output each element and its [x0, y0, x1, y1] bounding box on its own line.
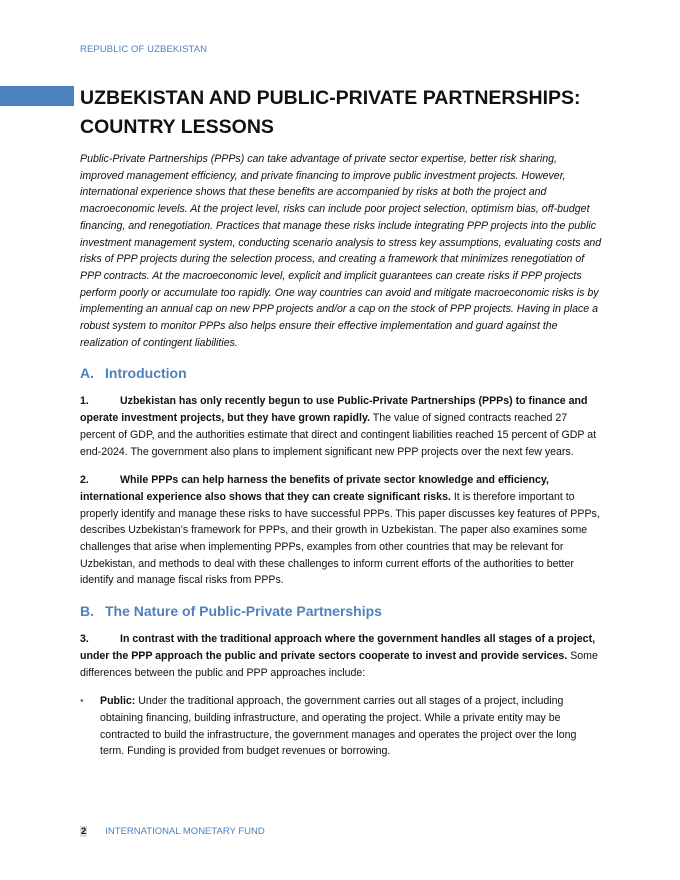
- bullet-lead: Public:: [100, 695, 136, 708]
- paragraph-3: [80, 631, 602, 681]
- bullet-text: Under the traditional approach, the government carries out all stages of a project, including obtaining financing, building infrastructure, and operating the project. While a private entity may be contracted to build the infrastructure, the government manages and operates the project over the long term. Funding is provided from budget revenues or borrowing.: [100, 695, 577, 758]
- section-letter: A.: [80, 365, 94, 382]
- publisher-name: INTERNATIONAL MONETARY FUND: [105, 826, 265, 837]
- running-header: REPUBLIC OF UZBEKISTAN: [80, 44, 208, 55]
- section-title: The Nature of Public-Private Partnerships: [105, 603, 382, 620]
- paragraph-number: 3.: [80, 633, 89, 646]
- section-heading-b: [80, 601, 602, 621]
- paragraph-text: It is therefore important to properly identify and manage these risks to have successful PPPs. This paper discusses key features of PPPs, describes Uzbekistan’s framework for PPPs, and their growth in Uzbekistan. The paper also examines some challenges that arise when implementing PPPs, examples from other countries that may be relevant for Uzbekistan, and methods to deal with these challenges to inform current efforts of the authorities to better identify and manage fiscal risks from PPPs.: [80, 490, 600, 587]
- paragraph-lead: Uzbekistan has only recently begun to use Public-Private Partnerships (PPPs) to finance and operate investment projects, but they have grown rapidly.: [80, 395, 588, 425]
- document-body: [80, 151, 602, 760]
- paragraph-number: 1.: [80, 395, 89, 408]
- section-letter: B.: [80, 603, 94, 620]
- section-title: Introduction: [105, 365, 187, 382]
- paragraph-2: [80, 472, 602, 589]
- page-number: 2: [81, 826, 87, 837]
- bullet-icon: •: [80, 695, 84, 708]
- paragraph-lead: While PPPs can help harness the benefits of private sector knowledge and efficiency, international experience also shows that they can create significant risks.: [80, 474, 549, 503]
- paragraph-text: Some differences between the public and PPP approaches include:: [80, 649, 598, 679]
- bullet-item: [80, 693, 602, 760]
- abstract: Public-Private Partnerships (PPPs) can take advantage of private sector expertise, better risk sharing, improved management efficiency, and private financing to improve public investment projects. However, international experience shows that these benefits are accompanied by risks at both the project and macroeconomic levels. At the project level, risks can include poor project selection, optimism bias, off-budget financing, and renegotiation. Practices that manage these risks include integrating PPP projects into the public investment management system, conducting scenario analysis to stress key assumptions, evaluating costs and risks of PPP projects during the selection process, and creating a framework that minimizes renegotiation of PPP contracts. At the macroeconomic level, explicit and implicit guarantees can create risks if PPP projects perform poorly or accumulate too rapidly. One way countries can avoid and mitigate macroeconomic risks is by implementing an annual cap on new PPP projects and/or a cap on the stock of PPP projects. Having in place a robust system to monitor PPPs also helps ensure their effective implementation and guard against the realization of contingent liabilities.: [80, 153, 602, 349]
- section-heading-a: [80, 363, 602, 383]
- paragraph-lead: In contrast with the traditional approach where the government handles all stages of a project, under the PPP approach the public and private sectors cooperate to invest and provide services.: [80, 633, 596, 662]
- paragraph-1: [80, 393, 602, 460]
- paragraph-text: The value of signed contracts reached 27 percent of GDP, and the authorities estimate that direct and contingent liabilities reached 15 percent of GDP at end-2024. The government also plans to implement significant new PPP projects over the next few years.: [80, 412, 597, 458]
- paragraph-number: 2.: [80, 474, 89, 487]
- page-footer: [80, 826, 265, 837]
- page-title: UZBEKISTAN AND PUBLIC-PRIVATE PARTNERSHIPS: COUNTRY LESSONS: [80, 87, 581, 138]
- title-accent-bar: [0, 86, 74, 106]
